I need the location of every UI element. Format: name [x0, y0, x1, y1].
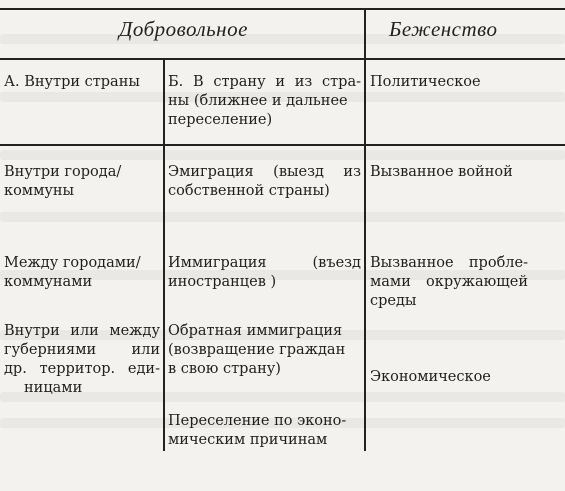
cell-immigration — [168, 254, 361, 292]
cell-line: Эмиграция (выезд из — [168, 164, 361, 180]
cell-war-caused — [370, 163, 562, 182]
cell-line: Между городами/ — [4, 255, 141, 271]
table-top-rule — [0, 8, 565, 10]
cell-line: иностранцев ) — [168, 274, 277, 290]
cell-line: Политическое — [370, 74, 481, 90]
cell-line: в свою страну) — [168, 361, 281, 377]
cell-line: Б. В страну и из стра- — [168, 74, 361, 90]
cell-line: Внутри города/ — [4, 164, 122, 180]
cell-economic-resettlement — [168, 412, 361, 450]
cell-within-city — [4, 163, 162, 201]
cell-line: собственной страны) — [168, 183, 330, 199]
cell-economic — [370, 368, 562, 387]
cell-line: переселение) — [168, 112, 273, 128]
column-divider-right — [364, 8, 366, 451]
cell-within-country — [4, 73, 162, 92]
cell-line: мическим причинам — [168, 432, 328, 448]
cell-line: А. Внутри страны — [4, 74, 140, 90]
cell-line: Экономическое — [370, 369, 491, 385]
background-bleed-line — [0, 150, 565, 160]
cell-between-cities — [4, 254, 162, 292]
cell-emigration — [168, 163, 361, 201]
cell-line: Вызванное войной — [370, 164, 513, 180]
cell-line: ницами — [24, 380, 83, 396]
cell-line: Иммиграция (въезд — [168, 255, 361, 271]
cell-line: коммуны — [4, 183, 75, 199]
column-divider-left — [163, 59, 165, 451]
cell-line: Переселение по эконо- — [168, 413, 347, 429]
cell-line: среды — [370, 293, 417, 309]
background-bleed-line — [0, 212, 565, 222]
header-voluntary: Добровольное — [119, 17, 248, 41]
cell-line: ны (ближнее и дальнее — [168, 93, 348, 109]
cell-line: коммунами — [4, 274, 93, 290]
cell-line: мами окружающей — [370, 274, 528, 290]
cell-line: Обратная иммиграция — [168, 323, 343, 339]
cell-political — [370, 73, 562, 92]
row-separator-rule — [0, 144, 565, 146]
header-refugee: Беженство — [389, 17, 498, 41]
cell-line: Вызванное пробле- — [370, 255, 528, 271]
cell-to-from-country — [168, 73, 361, 130]
cell-between-provinces — [4, 322, 160, 398]
header-bottom-rule — [0, 58, 565, 60]
cell-line: губерниями или — [4, 342, 160, 358]
cell-line: др. территор. еди- — [4, 361, 160, 377]
cell-return-immigration — [168, 322, 361, 379]
cell-environment-caused — [370, 254, 528, 311]
cell-line: (возвращение граждан — [168, 342, 346, 358]
cell-line: Внутри или между — [4, 323, 160, 339]
